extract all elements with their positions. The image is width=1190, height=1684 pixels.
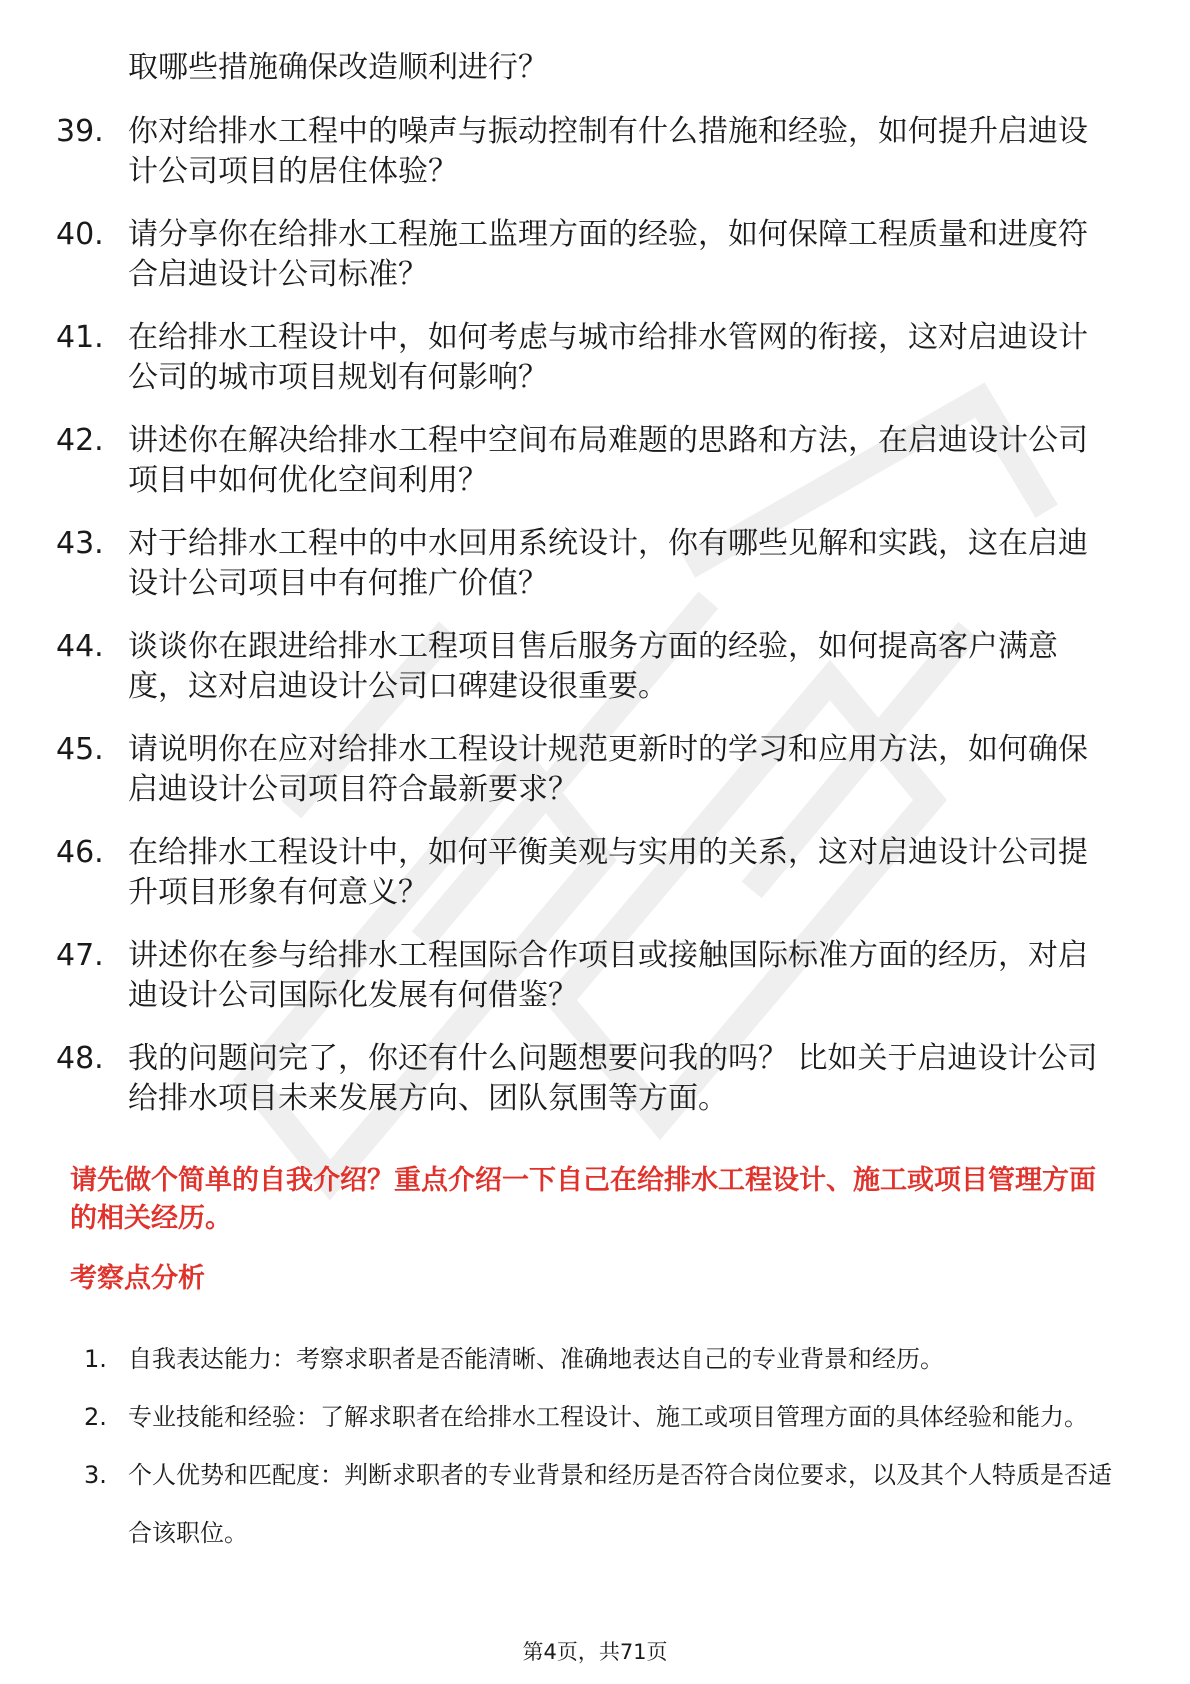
question-text: 谈谈你在跟进给排水工程项目售后服务方面的经验，如何提高客户满意度，这对启迪设计公司口碑建设很重要。 [128, 629, 1058, 704]
page-footer: 第4页，共71页 [522, 1640, 668, 1664]
analysis-text: 专业技能和经验：了解求职者在给排水工程设计、施工或项目管理方面的具体经验和能力。 [128, 1403, 1088, 1431]
list-item [84, 1330, 1114, 1388]
analysis-list [84, 1330, 1114, 1562]
list-item [56, 1039, 1116, 1119]
list-item [84, 1446, 1114, 1562]
question-number: 47. [56, 938, 104, 973]
highlight-question: 请先做个简单的自我介绍？重点介绍一下自己在给排水工程设计、施工或项目管理方面的相关经历。 [70, 1165, 1096, 1234]
list-item [84, 1388, 1114, 1446]
question-text: 讲述你在解决给排水工程中空间布局难题的思路和方法，在启迪设计公司项目中如何优化空间利用？ [128, 423, 1088, 498]
analysis-number: 3. [84, 1461, 107, 1489]
list-item [56, 627, 1116, 707]
question-number: 41. [56, 320, 104, 355]
list-item [56, 833, 1116, 913]
section-title: 考察点分析 [70, 1263, 205, 1294]
question-number: 46. [56, 835, 104, 870]
question-text: 在给排水工程设计中，如何考虑与城市给排水管网的衔接，这对启迪设计公司的城市项目规划有何影响？ [128, 320, 1088, 395]
question-number: 40. [56, 217, 104, 252]
question-number: 48. [56, 1041, 104, 1076]
analysis-number: 2. [84, 1403, 107, 1431]
list-item [56, 524, 1116, 604]
question-number: 44. [56, 629, 104, 664]
question-text: 你对给排水工程中的噪声与振动控制有什么措施和经验，如何提升启迪设计公司项目的居住体验？ [128, 114, 1088, 189]
question-continuation: 取哪些措施确保改造顺利进行？ [128, 50, 548, 85]
question-number: 45. [56, 732, 104, 767]
list-item [56, 318, 1116, 398]
list-item [56, 730, 1116, 810]
question-text: 我的问题问完了，你还有什么问题想要问我的吗？ 比如关于启迪设计公司给排水项目未来发展方向、团队氛围等方面。 [128, 1041, 1098, 1116]
question-text: 对于给排水工程中的中水回用系统设计，你有哪些见解和实践，这在启迪设计公司项目中有何推广价值？ [128, 526, 1088, 601]
list-item [56, 936, 1116, 1016]
list-item [56, 112, 1116, 192]
analysis-text: 个人优势和匹配度：判断求职者的专业背景和经历是否符合岗位要求，以及其个人特质是否适合该职位。 [128, 1461, 1112, 1547]
question-text: 请分享你在给排水工程施工监理方面的经验，如何保障工程质量和进度符合启迪设计公司标准？ [128, 217, 1088, 292]
analysis-number: 1. [84, 1345, 107, 1373]
question-text: 在给排水工程设计中，如何平衡美观与实用的关系，这对启迪设计公司提升项目形象有何意义？ [128, 835, 1088, 910]
question-number: 39. [56, 114, 104, 149]
question-list [56, 112, 1116, 1142]
question-number: 42. [56, 423, 104, 458]
analysis-text: 自我表达能力：考察求职者是否能清晰、准确地表达自己的专业背景和经历。 [128, 1345, 944, 1373]
question-text: 讲述你在参与给排水工程国际合作项目或接触国际标准方面的经历，对启迪设计公司国际化发展有何借鉴？ [128, 938, 1088, 1013]
question-text: 请说明你在应对给排水工程设计规范更新时的学习和应用方法，如何确保启迪设计公司项目符合最新要求？ [128, 732, 1088, 807]
question-number: 43. [56, 526, 104, 561]
list-item [56, 421, 1116, 501]
list-item [56, 215, 1116, 295]
